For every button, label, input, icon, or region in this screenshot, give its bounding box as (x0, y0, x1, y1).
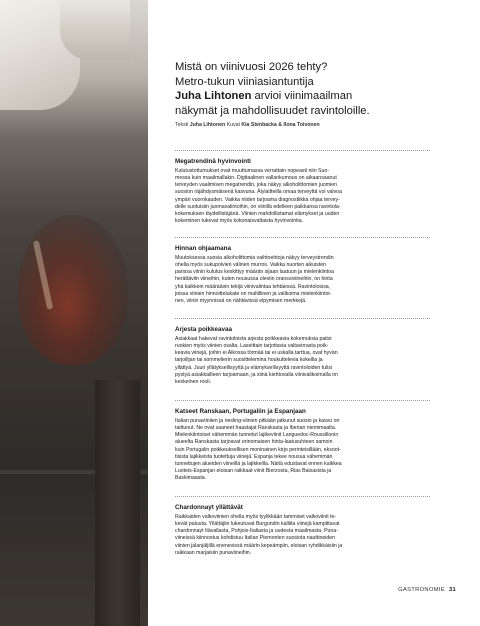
byline-text-label: Teksti (175, 122, 189, 128)
body-line: delle suotuisiin juomavalintoihin, on viinillä edelleen paikkansa ravintola- (175, 203, 341, 210)
body-line: kokeminen tukevat myös kokonaisvaltaista hyvinvointia. (175, 218, 304, 225)
section-heading: Arjesta poikkeavaa (175, 326, 233, 333)
body-line: yllättyä. Juuri yllätyksellisyyttä ja elämyksellisyyttä ravintoloiden tulisi (175, 364, 333, 371)
body-line: Baskimaasta. (175, 475, 207, 482)
section-heading: Chardonnayt yllättävät (175, 504, 243, 511)
body-line: ympäri vuorokauden. Vaikka niiden tarjoama diagnostiikka ohjaa tervey- (175, 196, 340, 203)
body-line: viinien jalanjäljillä enenevissä määrin kepeämpiin, eloisan ryhdikkäisiin ja (175, 542, 343, 549)
section-hyvinvointi (175, 150, 430, 225)
body-line: Luoteis-Espanjan eloisan raikkaat viinit Bierzosta, Rias Baixasista ja (175, 468, 332, 475)
magazine-name: GASTRONOMIE (398, 587, 445, 593)
section-body (175, 168, 430, 225)
byline-text-name: Juha Lihtonen (189, 122, 226, 128)
body-line: Kulutustottumukset ovat muuttumassa verrattain nopeasti niin Suo- (175, 168, 329, 174)
body-line: kokemuksen täydellistäjänä. Viinien mahdollistamat elämykset ja uuden (175, 210, 340, 217)
section-chardonnay (175, 496, 430, 557)
body-line: Muutoksessa suosia alkoholittomia vaihtoehtoja näkyy terveystrendin (175, 255, 334, 261)
byline-photo-label: Kuvat (226, 122, 240, 128)
section-heading: Katseet Ranskaan, Portugaliin ja Espanjaan (175, 408, 306, 415)
body-line: Mielenkiintoiset vähemmän tunnetut lajikeviinit Languedoc-Roussillonin (175, 432, 339, 439)
cover-photo (0, 0, 148, 626)
body-line: nen, viinin myynnissä on nähtävissä elpymisen merkkejä. (175, 297, 307, 304)
lead-paragraph (175, 60, 415, 118)
body-line: ruokien myös viinien osalta. Laseittain tarjottavia valtavirrasta poik- (175, 343, 329, 350)
body-line: Raikkaiden valkoviinien ohella myös tyylikkään tammiset valkoviinit te- (175, 514, 337, 520)
body-line: tarjoilijan tai sommelierin suosittelemina houkuttelevia kokeilla ja (175, 357, 323, 364)
lead-line-4: näkymät ja mahdollisuudet ravintoloille. (175, 104, 370, 117)
body-line: keskeinen rooli. (175, 378, 212, 385)
section-body (175, 255, 430, 305)
section-heading: Hinnan ohjaamana (175, 245, 231, 252)
photo-wine-glass (18, 215, 128, 365)
body-line: Asiakkaat hakevat ravintoloista arjesta poikkeavia kokemuksia paitsi (175, 336, 332, 342)
body-line: tisista lajikkeista tuotettuja viinejä. Espanja tekee nousua vähemmän (175, 453, 333, 460)
section-body (175, 514, 430, 557)
body-line: pystyä asiakkailleen tarjoamaan, ja siinä kiehtovalla viinivalikoimalla on (175, 371, 338, 378)
body-line: keavia viinejä, joihin ei Alkossa törmää tai ei uskalla tarttua, ovat hyvän (175, 350, 338, 357)
byline (175, 122, 445, 129)
lead-line-1: Mistä on viinivuosi 2026 tehty? (175, 61, 328, 73)
section-arjesta (175, 318, 430, 386)
author-name: Juha Lihtonen (175, 90, 252, 103)
lead-line-2: Metro-tukun viiniasiantuntija (175, 75, 314, 88)
section-divider (175, 496, 430, 497)
body-line: Italian punaviiniien ja riesling-viinien pitkään jatkunut suosio ja kasvu on (175, 418, 340, 424)
body-line: herättäviin viineihin, kuten nousussa oleviin oranssiviineihin, on hinta (175, 276, 333, 283)
body-line: tunnettujen alueiden viineillä ja lajikkeilla. Näitä edustavat ennen kaikkea (175, 460, 342, 467)
section-hinta (175, 237, 430, 305)
page-footer (398, 587, 456, 593)
section-body (175, 418, 430, 482)
body-line: suosion räjähdysmäisenä kasvuna. Älylaitteilla omaa terveyttä voi valvoa (175, 189, 342, 196)
page-number: 31 (448, 587, 456, 593)
section-heading: Megatrendinä hyvinvointi (175, 158, 251, 165)
body-line: kuin Portugalin poikkeuksellisen moninainen kirjo perinteisillään, eksoot- (175, 446, 341, 453)
section-divider (175, 318, 430, 319)
body-line: taittunut. Ne ovat saaneet haastajat Ranskasta ja Iberian niemimaalta. (175, 425, 337, 432)
body-line: yhä kaikkein määräävin tekijä viinivalintaa tehtäessä. Ravintoloissa, (175, 283, 331, 290)
section-body (175, 336, 430, 386)
byline-photo-name: Kia Stenbacka & Ilona Toivonen (241, 122, 320, 128)
body-line: raikkaan marjaisiin punaviineihin. (175, 549, 252, 556)
section-divider (175, 237, 430, 238)
body-line: ohella myös sukupolvien välinen murros. Vaikka nuorten aikuisten (175, 262, 326, 269)
photo-bottle (95, 380, 140, 626)
body-line: terveyden vaalimisen megatrendin, joka näkyy alkoholittomien juomien (175, 182, 338, 189)
body-line: chardonnayt Itävallasta, Pohjois-Italiasta ja uudesta maailmasta. Puna- (175, 528, 338, 535)
body-line: alueelta Ranskasta tarjoavat erinomaisen hinta-laatusuhteen samoin (175, 439, 333, 446)
photo-cloth-fold (60, 0, 130, 60)
section-divider (175, 150, 430, 151)
body-line: viineissä kiinnostus kohdistuu Italian Piemonten suosiota nauttineiden (175, 535, 336, 542)
body-line: joissa viinien hinnoittelukate on maltillinen ja valikoima mielenkiintoi- (175, 290, 332, 297)
body-line: parissa viinin kulutus keskittyy määrän sijaan laatuun ja mielenkiintoa (175, 269, 334, 276)
body-line: kevät paluuta. Yllättäjiin lukeutuvat Burgundin kalliita viinejä kampittavat (175, 521, 340, 528)
lead-line-3 (175, 89, 415, 104)
lead-line-3-rest: arvioi viinimaailman (251, 90, 353, 103)
section-divider (175, 400, 430, 401)
body-line: messa kuin maailmallakin. Digitaalinen vallankumous on aikaansaanut (175, 175, 337, 182)
section-ranska (175, 400, 430, 482)
